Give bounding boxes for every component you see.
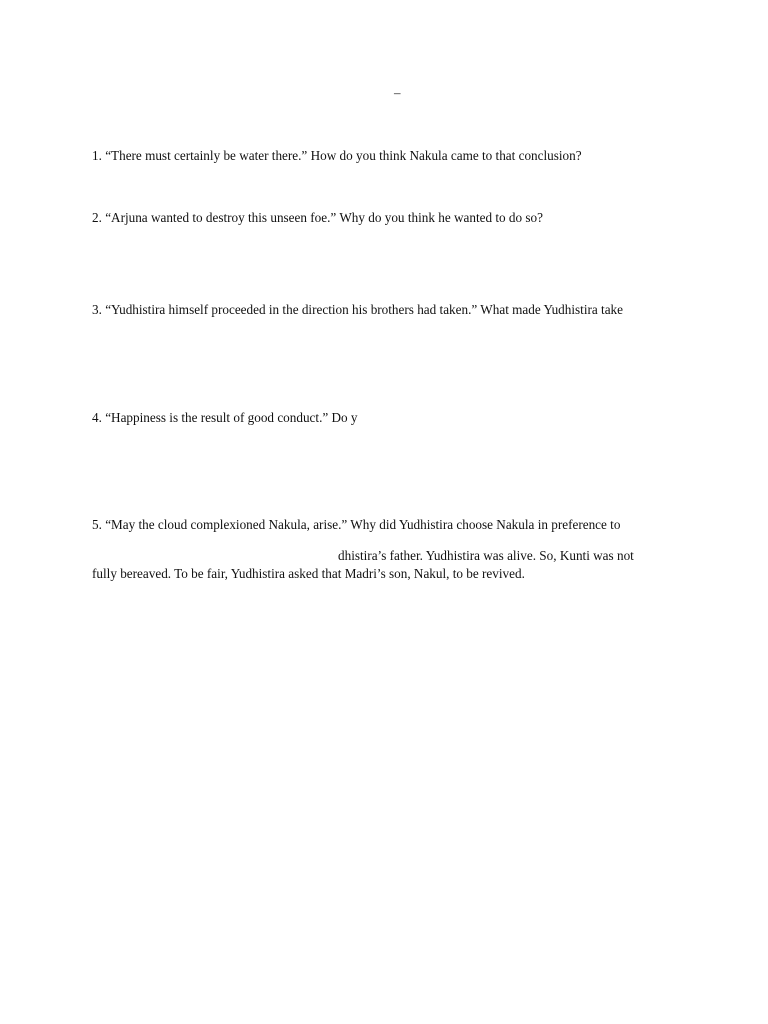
question-4: 4. “Happiness is the result of good conduct.” Do y	[92, 410, 358, 425]
question-5: 5. “May the cloud complexioned Nakula, arise.” Why did Yudhistira choose Nakula in preference to	[92, 517, 621, 532]
question-2: 2. “Arjuna wanted to destroy this unseen foe.” Why do you think he wanted to do so?	[92, 210, 543, 225]
answer-5	[92, 547, 672, 583]
title-dash: –	[394, 85, 401, 100]
question-3: 3. “Yudhistira himself proceeded in the direction his brothers had taken.” What made Yudhistira take	[92, 302, 623, 317]
question-1: 1. “There must certainly be water there.” How do you think Nakula came to that conclusion?	[92, 148, 582, 163]
answer-line-2: fully bereaved. To be fair, Yudhistira asked that Madri’s son, Nakul, to be revived.	[92, 566, 525, 581]
answer-line-1: dhistira’s father. Yudhistira was alive. So, Kunti was not	[338, 548, 634, 563]
